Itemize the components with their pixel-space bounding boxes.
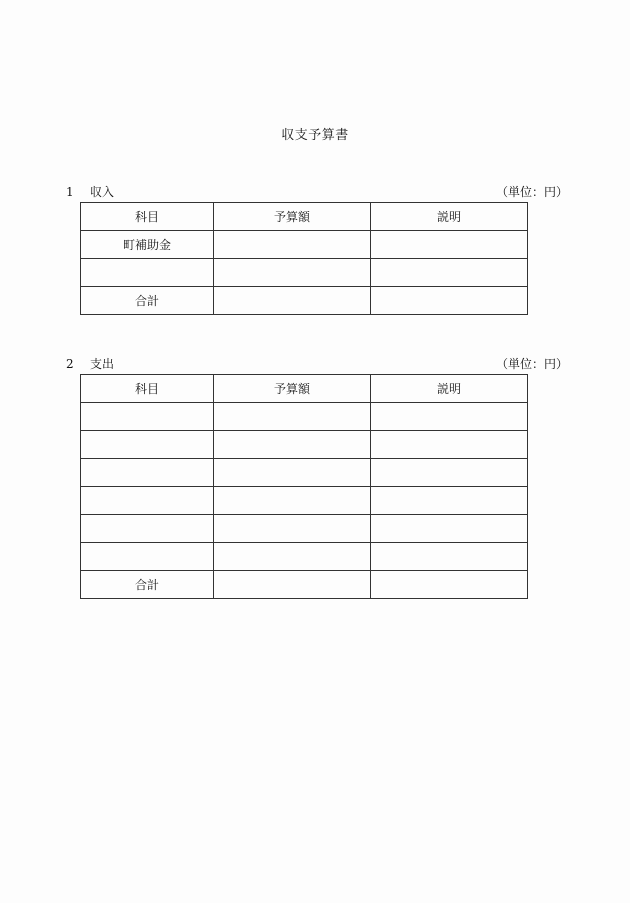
expense-amount-cell[interactable] bbox=[214, 403, 371, 431]
expense-section-heading bbox=[66, 356, 568, 372]
table-row bbox=[81, 487, 528, 515]
table-row bbox=[81, 259, 528, 287]
income-header-item: 科目 bbox=[81, 203, 214, 231]
expense-total-row bbox=[81, 571, 528, 599]
expense-unit-label: （単位：円） bbox=[495, 357, 568, 371]
income-total-amount-cell[interactable] bbox=[214, 287, 371, 315]
income-item-cell[interactable]: 町補助金 bbox=[81, 231, 214, 259]
table-row bbox=[81, 515, 528, 543]
income-header-row bbox=[81, 203, 528, 231]
expense-description-cell[interactable] bbox=[371, 487, 528, 515]
income-amount-cell[interactable] bbox=[214, 231, 371, 259]
income-amount-cell[interactable] bbox=[214, 259, 371, 287]
income-section-number: 1 bbox=[66, 185, 74, 199]
expense-item-cell[interactable] bbox=[81, 431, 214, 459]
expense-description-cell[interactable] bbox=[371, 431, 528, 459]
expense-amount-cell[interactable] bbox=[214, 459, 371, 487]
income-description-cell[interactable] bbox=[371, 259, 528, 287]
expense-amount-cell[interactable] bbox=[214, 487, 371, 515]
expense-item-cell[interactable] bbox=[81, 403, 214, 431]
table-row bbox=[81, 459, 528, 487]
expense-table bbox=[80, 374, 528, 599]
expense-header-item: 科目 bbox=[81, 375, 214, 403]
expense-item-cell[interactable] bbox=[81, 515, 214, 543]
income-table bbox=[80, 202, 528, 315]
table-row bbox=[81, 431, 528, 459]
table-row bbox=[81, 231, 528, 259]
expense-total-amount-cell[interactable] bbox=[214, 571, 371, 599]
table-row bbox=[81, 543, 528, 571]
income-total-row bbox=[81, 287, 528, 315]
expense-description-cell[interactable] bbox=[371, 543, 528, 571]
income-unit-label: （単位：円） bbox=[495, 185, 568, 199]
income-total-description-cell[interactable] bbox=[371, 287, 528, 315]
expense-header-description: 説明 bbox=[371, 375, 528, 403]
expense-amount-cell[interactable] bbox=[214, 543, 371, 571]
expense-item-cell[interactable] bbox=[81, 459, 214, 487]
income-header-description: 説明 bbox=[371, 203, 528, 231]
expense-description-cell[interactable] bbox=[371, 403, 528, 431]
income-item-cell[interactable] bbox=[81, 259, 214, 287]
income-section-heading bbox=[66, 184, 568, 200]
income-description-cell[interactable] bbox=[371, 231, 528, 259]
expense-section-number: 2 bbox=[66, 357, 74, 371]
table-row bbox=[81, 403, 528, 431]
income-section-name: 収入 bbox=[90, 185, 115, 199]
expense-header-amount: 予算額 bbox=[214, 375, 371, 403]
income-header-amount: 予算額 bbox=[214, 203, 371, 231]
expense-section-name: 支出 bbox=[90, 357, 115, 371]
income-total-label: 合計 bbox=[81, 287, 214, 315]
expense-total-label: 合計 bbox=[81, 571, 214, 599]
expense-item-cell[interactable] bbox=[81, 543, 214, 571]
expense-amount-cell[interactable] bbox=[214, 515, 371, 543]
expense-amount-cell[interactable] bbox=[214, 431, 371, 459]
expense-header-row bbox=[81, 375, 528, 403]
expense-description-cell[interactable] bbox=[371, 515, 528, 543]
document-title: 収支予算書 bbox=[281, 128, 349, 143]
expense-item-cell[interactable] bbox=[81, 487, 214, 515]
expense-total-description-cell[interactable] bbox=[371, 571, 528, 599]
expense-description-cell[interactable] bbox=[371, 459, 528, 487]
